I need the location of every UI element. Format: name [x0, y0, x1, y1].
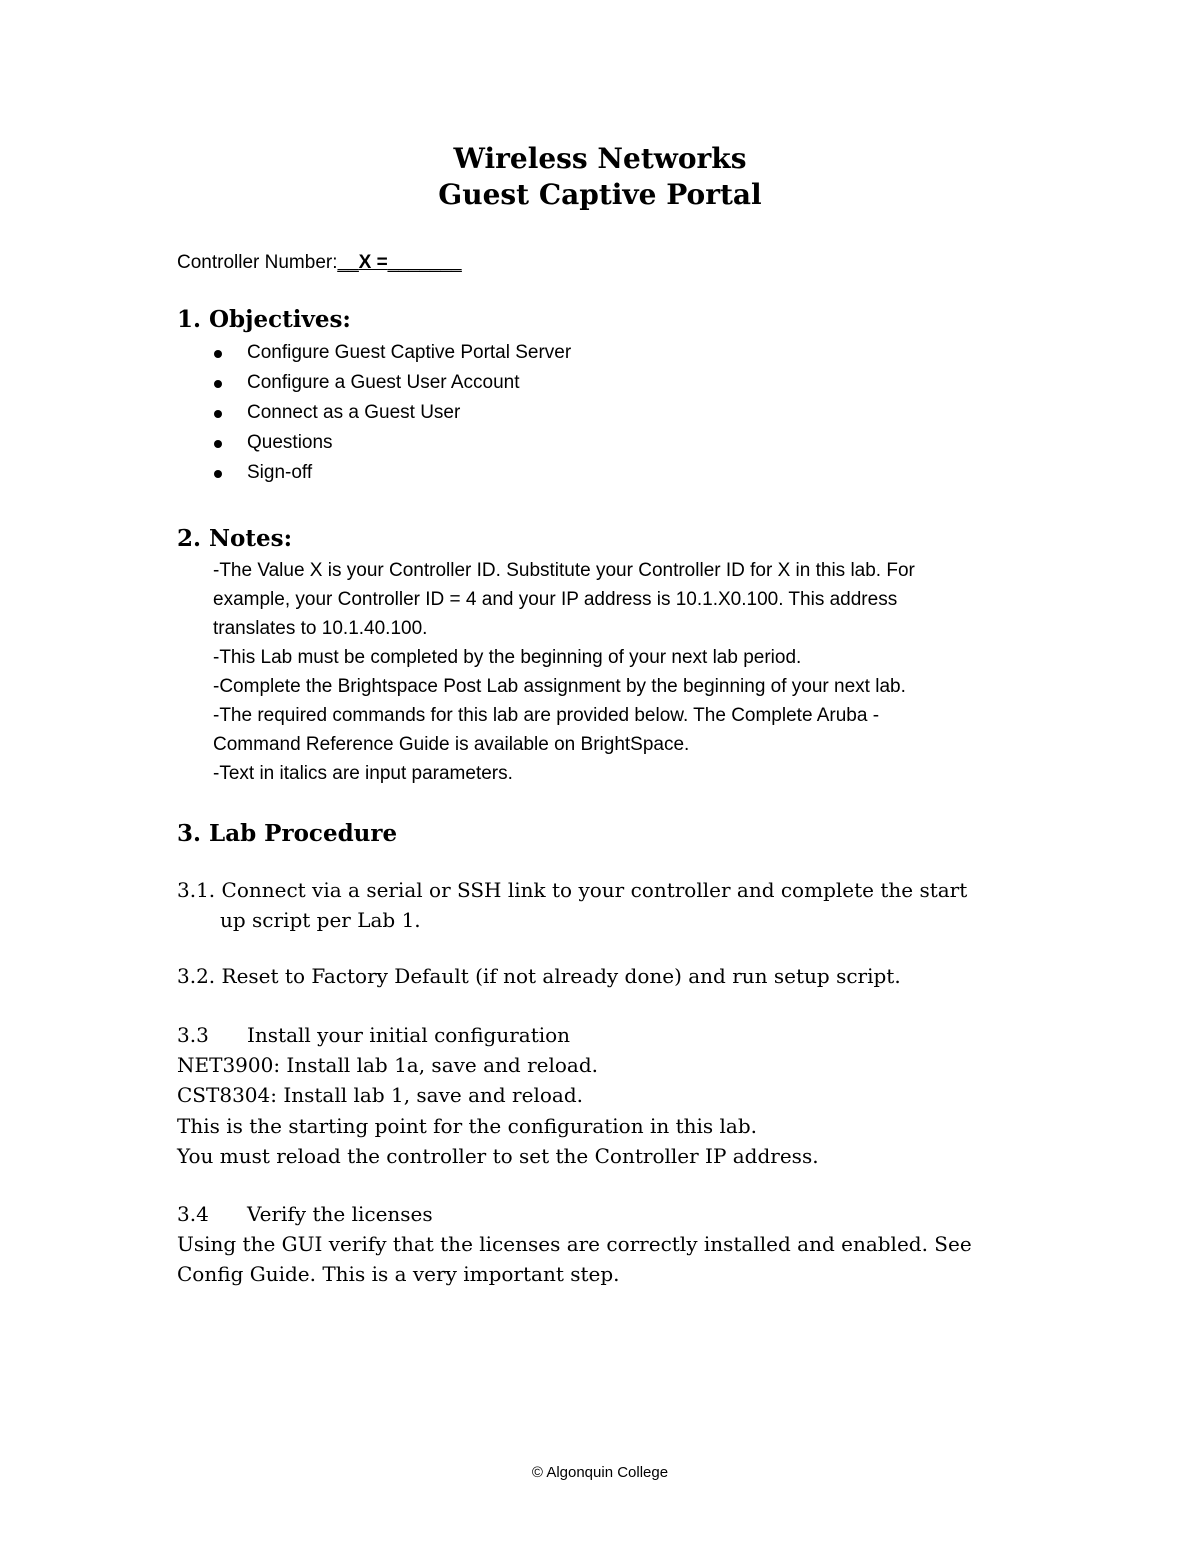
notes-line: -Complete the Brightspace Post Lab assignment by the beginning of your next lab.	[213, 676, 906, 697]
step-3-3-number: 3.3	[177, 1023, 209, 1047]
bullet-icon	[214, 350, 222, 358]
bullet-icon	[214, 380, 222, 388]
bullet-icon	[214, 440, 222, 448]
list-item: Configure Guest Captive Portal Server	[214, 338, 571, 368]
footer-copyright: © Algonquin College	[531, 1464, 669, 1481]
objectives-heading: 1. Objectives:	[177, 306, 351, 333]
step-3-4-text: Config Guide. This is a very important step.	[177, 1262, 620, 1286]
notes-heading: 2. Notes:	[177, 525, 293, 552]
step-3-3-text: This is the starting point for the configuration in this lab.	[177, 1114, 758, 1138]
step-3-1-line1: 3.1. Connect via a serial or SSH link to your controller and complete the start	[177, 878, 968, 902]
bullet-icon	[214, 470, 222, 478]
step-3-3-text: CST8304: Install lab 1, save and reload.	[177, 1083, 583, 1107]
objectives-list	[214, 338, 571, 488]
controller-number-label: Controller Number:	[177, 252, 338, 273]
document-subtitle: Guest Captive Portal	[438, 178, 762, 211]
controller-number-line	[177, 252, 462, 274]
step-3-1-line2: up script per Lab 1.	[220, 908, 421, 932]
list-item: Questions	[214, 428, 571, 458]
step-3-4-number: 3.4	[177, 1202, 209, 1226]
notes-line: -The Value X is your Controller ID. Substitute your Controller ID for X in this lab. For	[213, 560, 915, 581]
document-title: Wireless Networks	[453, 142, 747, 175]
step-3-3-text: NET3900: Install lab 1a, save and reload.	[177, 1053, 598, 1077]
list-item: Sign-off	[214, 458, 571, 488]
notes-line: translates to 10.1.40.100.	[213, 618, 428, 639]
controller-number-value: X =	[358, 252, 388, 273]
list-item: Connect as a Guest User	[214, 398, 571, 428]
notes-body	[213, 556, 915, 788]
notes-line: -This Lab must be completed by the beginning of your next lab period.	[213, 647, 802, 668]
notes-line: Command Reference Guide is available on BrightSpace.	[213, 734, 690, 755]
step-3-3-text: You must reload the controller to set the Controller IP address.	[177, 1144, 819, 1168]
notes-line: example, your Controller ID = 4 and your IP address is 10.1.X0.100. This address	[213, 589, 898, 610]
controller-number-blank-post: _______	[387, 252, 462, 273]
step-3-4-title: Verify the licenses	[247, 1202, 433, 1226]
step-3-4-text: Using the GUI verify that the licenses are correctly installed and enabled. See	[177, 1232, 972, 1256]
step-3-2: 3.2. Reset to Factory Default (if not already done) and run setup script.	[177, 964, 901, 988]
procedure-heading: 3. Lab Procedure	[177, 820, 398, 847]
list-item: Configure a Guest User Account	[214, 368, 571, 398]
notes-line: -Text in italics are input parameters.	[213, 763, 513, 784]
controller-number-blank-pre: __	[337, 252, 359, 273]
bullet-icon	[214, 410, 222, 418]
step-3-3-title: Install your initial configuration	[247, 1023, 571, 1047]
notes-line: -The required commands for this lab are provided below. The Complete Aruba -	[213, 705, 880, 726]
